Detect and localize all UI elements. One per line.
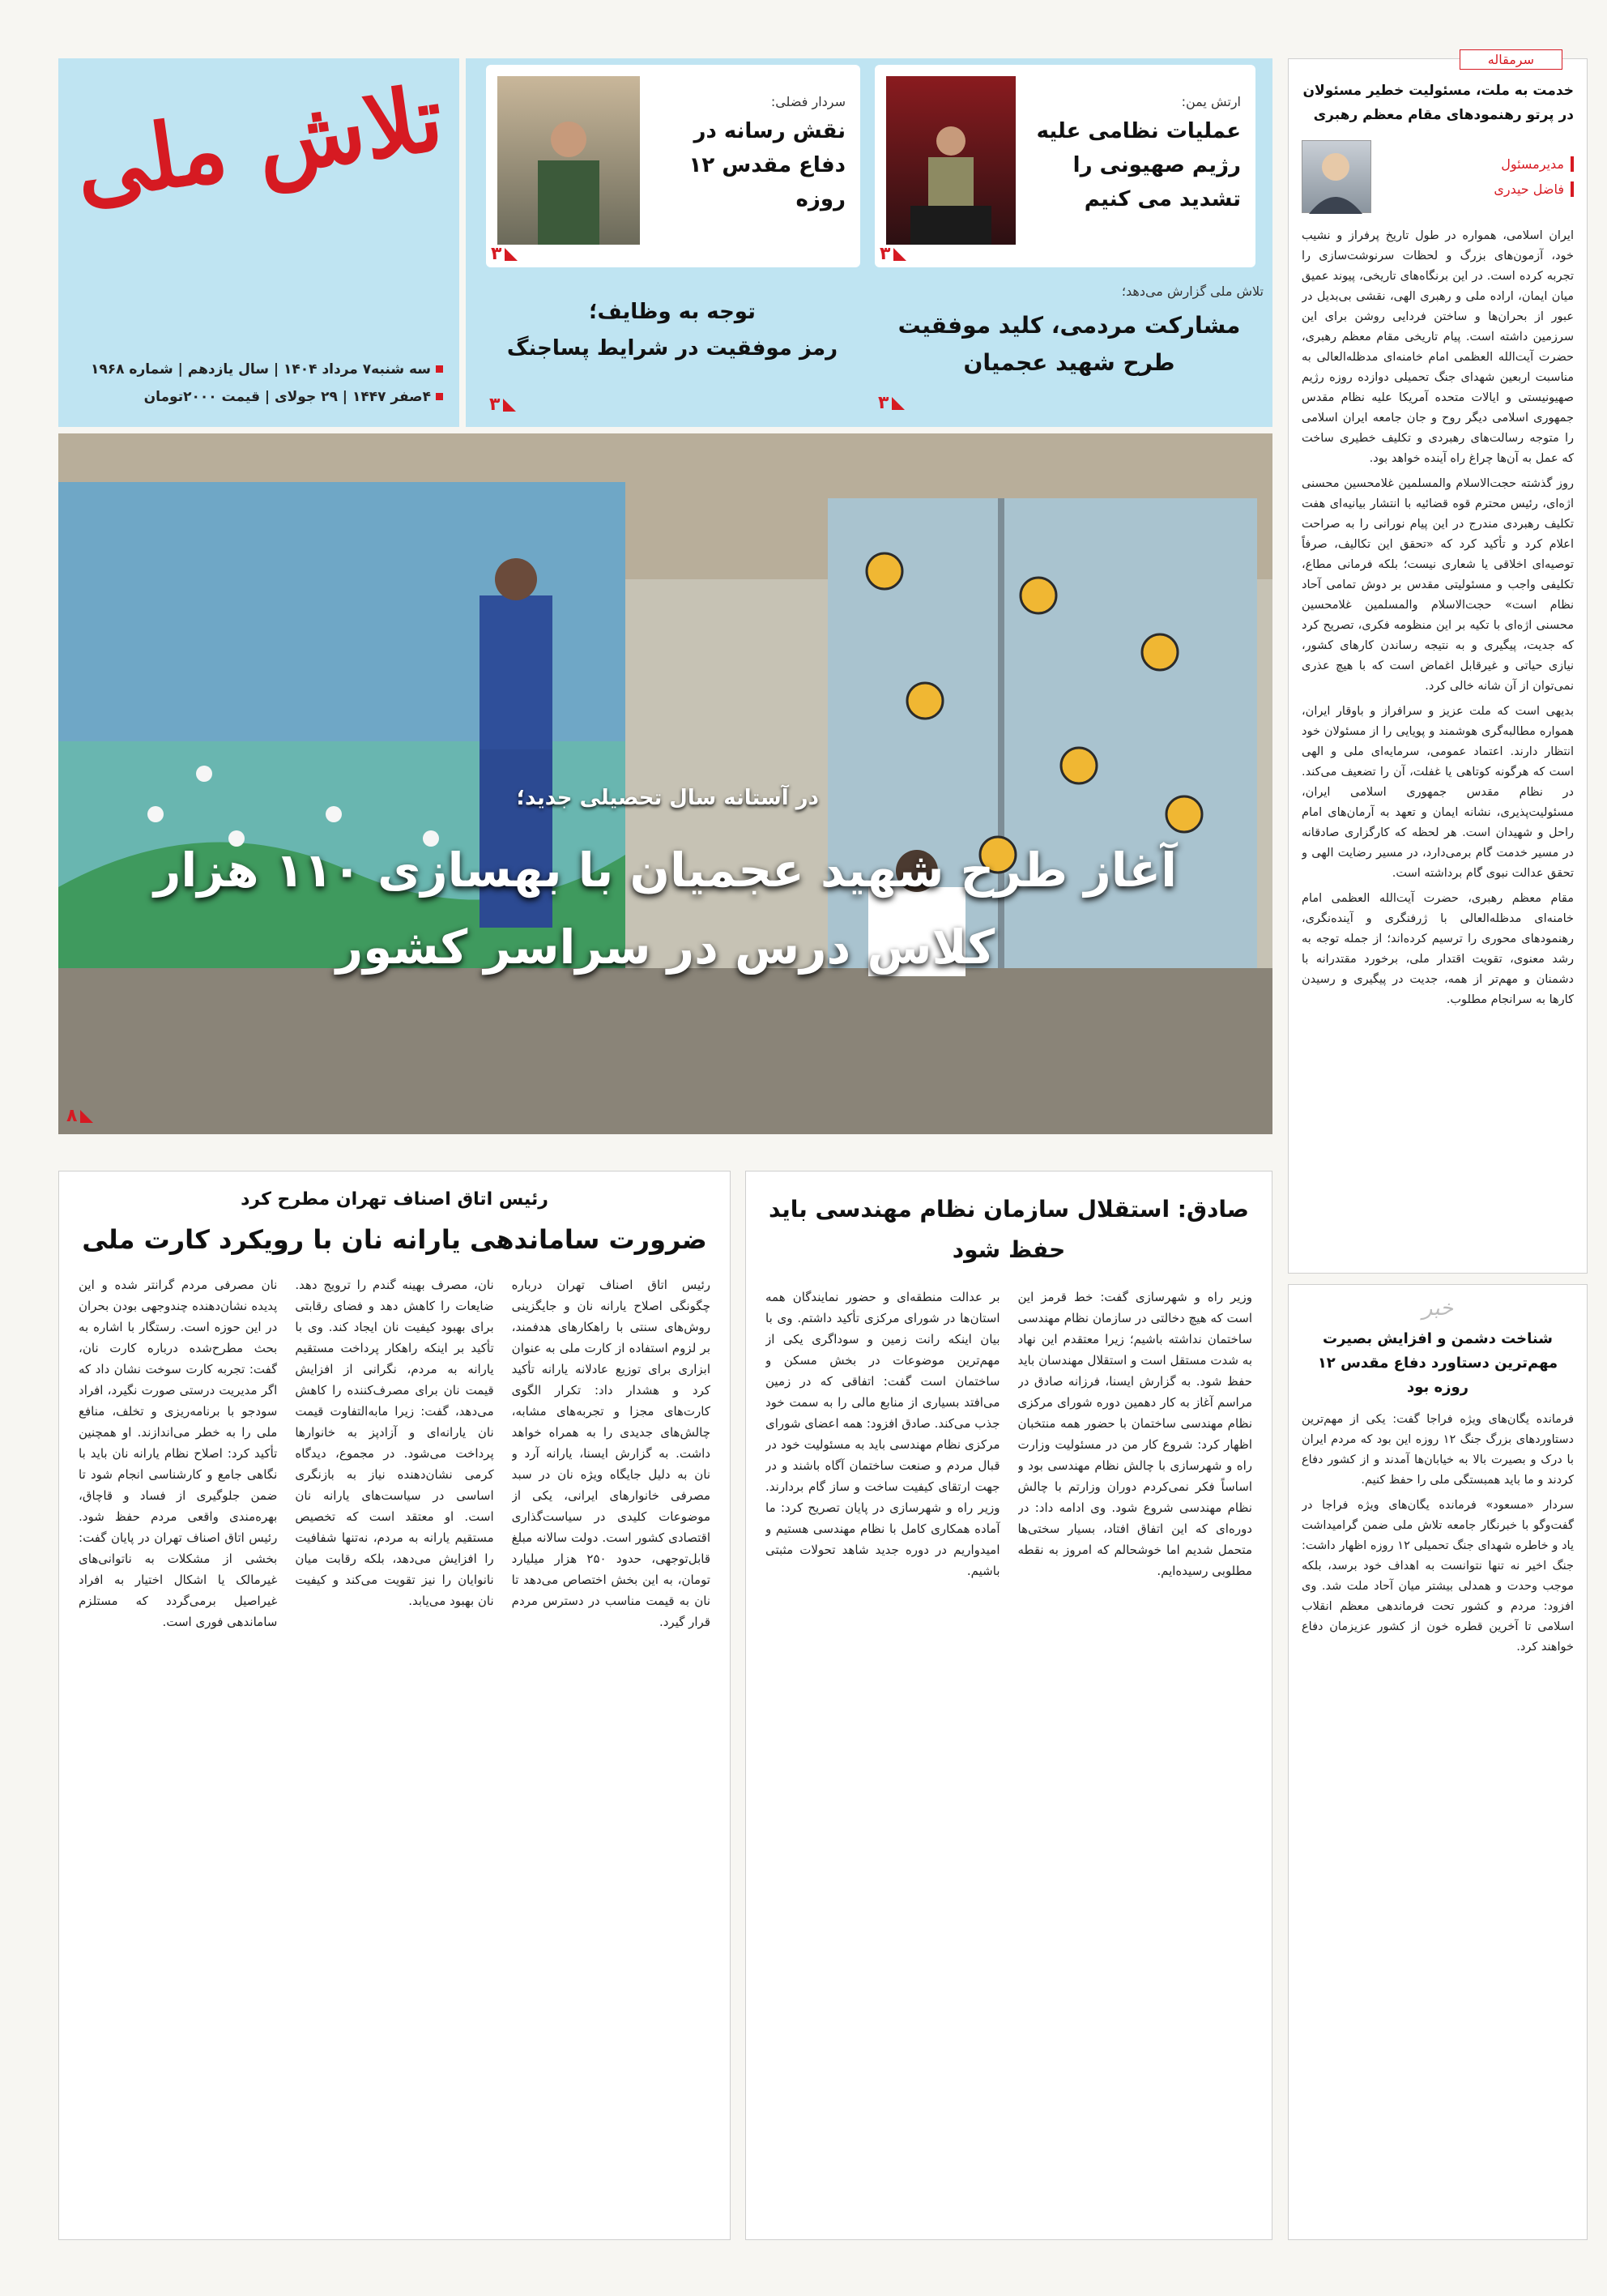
date-line-2: ۴صفر ۱۴۴۷ | ۲۹ جولای | قیمت ۲۰۰۰تومان (75, 383, 443, 411)
speaker-icon (886, 76, 1016, 245)
article-title: ضرورت ساماندهی یارانه نان با رویکرد کارت ملی (82, 1224, 707, 1255)
article-column: نان مصرفی مردم گرانتر شده و این پدیده نشان‌دهنده چندوجهی بودن بحران در این حوزه است. رستگار با اشاره به بحث مطرح‌شده درباره کارت نان، گفت: تجربه کارت سوخت نشان داد که اگر مدیریت درستی صورت نگیرد، افراد سودجو با برنامه‌ریزی و تخلف، منافع ملی را به خطر می‌اندازند. او همچنین تأکید کرد: اصلاح نظام یارانه نان باید با نگاهی جامع و کارشناسی انجام شود تا ضمن جلوگیری از فساد و قاچاق، بهره‌مندی واقعی مردم حفظ شود. رئیس اتاق اصناف تهران در پایان گفت: بخشی از مشکلات به ناتوانی‌های غیرمالک یا اشکال اختیار به افراد غیراصیل برمی‌گردد که مستلزم ساماندهی فوری است. (79, 1278, 278, 1629)
editorial-paragraph: بدیهی است که ملت عزیز و سرافراز و باوقار ایران، همواره مطالبه‌گری هوشمند و پویایی را از مسئولان خود انتظار دارند. اعتماد عمومی، سرمایه‌ای ملی و الهی است که هرگونه کوتاهی یا غفلت، آن را تضعیف می‌کند. در نظام مقدس جمهوری اسلامی ایران، مسئولیت‌پذیری، نشانه ایمان و تعهد به آرمان‌های امام راحل و شهیدان است. هر لحظه که کارگزاری صادقانه در مسیر خدمت گام برمی‌دارد، در مسیر رضایت الهی و تحقق عدالت نبوی گام برداشته است. (1302, 705, 1574, 880)
teaser-photo (886, 76, 1016, 245)
editorial-tag: سرمقاله (1460, 49, 1562, 70)
article-column: رئیس اتاق اصناف تهران درباره چگونگی اصلاح یارانه نان و جایگزینی روش‌های سنتی با راهکارهای هدفمند، بر لزوم استفاده از کارت ملی به عنوان ابزاری برای توزیع عادلانه یارانه تأکید کرد و هشدار داد: تکرار الگوی کارت‌های مجزا و تجربه‌های مشابه، چالش‌های جدیدی را به همراه خواهد داشت. به گزارش ایسنا، یارانه آرد و نان به دلیل جایگاه ویژه نان در سبد مصرفی خانوارهای ایرانی، یکی از موضوعات کلیدی در سیاست‌گذاری اقتصادی کشور است. دولت سالانه مبلغ قابل‌توجهی، حدود ۲۵۰ هزار میلیارد تومان، به این بخش اختصاص می‌دهد تا نان به قیمت مناسب در دسترس مردم قرار گیرد. (511, 1278, 710, 1629)
page-ref: ۳ (880, 244, 906, 264)
article-column: وزیر راه و شهرسازی گفت: خط قرمز این است که هیچ دخالتی در سازمان نظام مهندسی ساختمان نداشته باشیم؛ زیرا معتقدم این نهاد به شدت مستقل است و استقلال مهندسان باید حفظ شود. به گزارش ایسنا، فرزانه صادق در مراسم آغاز به کار دهمین دوره شورای مرکزی نظام مهندسی ساختمان با حضور همه منتخبان اظهار کرد: شروع کار من در مسئولیت وزارت راه و شهرسازی با چالش نظام مهندسی بود و اساساً فکر نمی‌کردم دوران وزارتم با چالش نظام مهندسی شروع شود. وی ادامه داد: در دوره‌ای که این اتفاق افتاد، بسیار سختی‌ها متحمل شدیم اما خوشحالم که امروز به نقطه مطلوبی رسیده‌ایم. (1017, 1290, 1252, 1578)
author-block (1302, 140, 1574, 213)
date-line-1: سه شنبه۷ مرداد ۱۴۰۴ | سال یازدهم | شماره ۱۹۶۸ (75, 356, 443, 383)
teaser-title: عملیات نظامی علیه رژیم صهیونی را تشدید می کنیم (1036, 119, 1241, 211)
article-title: صادق: استقلال سازمان نظام مهندسی باید حفظ شود (769, 1196, 1249, 1263)
author-info (1494, 156, 1574, 197)
logo: تلاش ملی (68, 65, 450, 221)
teaser-kicker: سردار فضلی: (770, 94, 846, 109)
article-engineering (745, 1171, 1272, 2240)
teaser-fazli[interactable] (486, 65, 860, 267)
teaser-yemen[interactable] (875, 65, 1255, 267)
lead-photo (58, 433, 1272, 1134)
editorial-paragraph: ایران اسلامی، همواره در طول تاریخ پرفراز و نشیب خود، آزمون‌های بزرگ و لحظات سرنوشت‌سازی را تجربه کرده است. در این برنگاه‌های تاریخی، پیوند عمیق میان ایمان، اراده ملی و رهبری الهی، نقشی بی‌بدیل در عبور از بحران‌ها و ساختن فردایی روشن برای این سرزمین داشته است. پیام تاریخی مقام معظم رهبری، حضرت آیت‌الله العظمی امام خامنه‌ای مدظله‌العالی به مناسبت اربعین شهدای جنگ تحمیلی دوازده روزه رژیم صهیونیستی و ایالات متحده آمریکا علیه نظام مقدس جمهوری اسلامی دیگر روح و جان جامعه ایران اسلامی را متوجه رسالت‌های رهبردی و تکلیف خطیری ساخت که عمل به آن‌ها چراغ راه آینده خواهد بود. (1302, 229, 1574, 465)
teaser-kicker: توجه به وظایف؛ (589, 300, 756, 324)
teaser-kicker: ارتش یمن: (1181, 94, 1241, 109)
news-paragraph: فرمانده یگان‌های ویژه فراجا گفت: یکی از مهم‌ترین دستاوردهای بزرگ جنگ ۱۲ روزه این بود که مردم ایران با درک و بصیرت بالا به خیابان‌ها آمدند و از کشور دفاع کردند و ما باید همبستگی ملی را حفظ کنیم. (1302, 1413, 1574, 1487)
teaser-title: مشارکت مردمی، کلید موفقیت طرح شهید عجمیان (897, 312, 1241, 376)
teaser-title: رمز موفقیت در شرایط پساجنگ (506, 336, 838, 361)
editorial-title: خدمت به ملت، مسئولیت خطیر مسئولان در پرتو رهنمودهای مقام معظم رهبری (1302, 83, 1574, 123)
page-ref: ۳ (491, 244, 518, 264)
editorial-paragraph: مقام معظم رهبری، حضرت آیت‌الله العظمی امام خامنه‌ای مدظله‌العالی با ژرفنگری و آینده‌نگری، رهنمودهای محوری را ترسیم کرده‌اند؛ از جمله توجه به رشد معنوی، تقویت اقتدار ملی، برخورد مقتدرانه با دشمنان و مهم‌تر از همه، جدیت در پیگیری و رسیدن کارها به سرانجام مطلوب. (1302, 892, 1574, 1006)
teaser-title: نقش رسانه در دفاع مقدس ۱۲ روزه (688, 119, 846, 211)
news-paragraph: سردار «مسعود» فرمانده یگان‌های ویژه فراجا در گفت‌وگو با خبرنگار جامعه تلاش ملی ضمن گرامیداشت یاد و خاطره شهدای جنگ تحمیلی ۱۲ روزه اظهار داشت: جنگ اخیر نه تنها نتوانست به اهداف خود برسد، بلکه موجب وحدت و همدلی بیشتر میان آحاد ملت شد. وی افزود: مردم و کشور تحت فرماندهی معظم انقلاب اسلامی تا آخرین قطره خون از کشور عزیزمان دفاع خواهند کرد. (1302, 1499, 1574, 1654)
page-ref: ۳ (878, 393, 905, 413)
lead-kicker: در آستانه سال تحصیلی جدید؛ (516, 786, 819, 810)
author-photo (1302, 140, 1371, 213)
article-kicker: رئیس اتاق اصناف تهران مطرح کرد (241, 1189, 548, 1210)
editorial-paragraph: روز گذشته حجت‌الاسلام والمسلمین غلامحسین محسنی اژه‌ای، رئیس محترم قوه قضائیه با انتشار بیانیه‌ای هفت تکلیف رهبردی مندرج در این پیام نورانی را به صراحت اعلام کرد و تأکید کرد که «تحقق این تکالیف، صرفاً توصیه‌ای اخلاقی یا شعاری نیست؛ بلکه فرمانی مطاع، تکلیفی واجب و مسئولیتی مقدس بر دوش تمامی آحاد نظام است» حجت‌الاسلام والمسلمین غلامحسین محسنی اژه‌ای با تکیه بر این منظومه فکری، تصریح کرد که جدیت، پیگیری و به نتیجه رساندن کارهای کشور، نیازی حیاتی و غیرقابل اغماض است که با هیچ عذری نمی‌توان از آن شانه خالی کرد. (1302, 477, 1574, 693)
lead-title-1: آغاز طرح شهید عجمیان با بهسازی ۱۱۰ هزار (153, 843, 1178, 898)
article-column: نان، مصرف بهینه گندم را ترویج دهد. ضایعات را کاهش دهد و فضای رقابتی برای بهبود کیفیت نان ایجاد کند. وی با تأکید بر اینکه راهکار پرداخت مستقیم یارانه به مردم، نگرانی از افزایش قیمت نان برای مصرف‌کننده را کاهش می‌دهد، گفت: زیرا مابه‌التفاوت قیمت نان یارانه‌ای و آزادپز به خانوارها پرداخت می‌شود. در مجموع، دیدگاه کرمی نشان‌دهنده نیاز به بازنگری اساسی در سیاست‌های یارانه نان است. او معتقد است که تخصیص مستقیم یارانه به مردم، نه‌تنها شفافیت را افزایش می‌دهد، بلکه رقابت میان نانوایان را نیز تقویت می‌کند و کیفیت نان بهبود می‌یابد. (295, 1278, 494, 1608)
page-ref: ۳ (489, 395, 516, 415)
teaser-kicker: تلاش ملی گزارش می‌دهد؛ (1121, 284, 1264, 299)
author-name: فاضل حیدری (1494, 181, 1574, 197)
lead-title-2: کلاس درس در سراسر کشور (335, 920, 995, 975)
page-ref: ۸ (66, 1106, 93, 1126)
teaser-photo (497, 76, 640, 245)
masthead (58, 58, 459, 427)
painted-wall-illustration (58, 433, 1272, 1134)
author-role: مدیرمسئول (1494, 156, 1574, 172)
news-tag: خبر (1422, 1296, 1454, 1321)
editorial-box (1288, 52, 1588, 1274)
article-bread (58, 1171, 731, 2240)
person-icon (1301, 141, 1370, 214)
article-column: بر عدالت منطقه‌ای و حضور نمایندگان همه استان‌ها در شورای مرکزی تأکید داشتم. وی با بیان اینکه رانت زمین و سوداگری یکی از مهم‌ترین موضوعات در بخش مسکن و ساختمان است گفت: اتفاقی که در زمین می‌افتد بسیاری از منابع مالی را به سمت خود جذب می‌کند. صادق افزود: همه اعضای شورای مرکزی نظام مهندسی باید به مسئولیت خود در قبال مردم و صنعت ساختمان آگاه باشند و در جهت ارتقای کیفیت ساخت و ساز گام بردارند. وزیر راه و شهرسازی در پایان تصریح کرد: ما آماده همکاری کامل با نظام مهندسی هستیم و امیدواریم در دوره جدید شاهد تحولات مثبتی باشیم. (765, 1290, 1000, 1578)
speaker-icon (497, 76, 640, 245)
teaser-ajamian[interactable] (875, 284, 1264, 421)
news-title: شناخت دشمن و افزایش بصیرت مهم‌ترین دستاورد دفاع مقدس ۱۲ روزه بود (1317, 1330, 1558, 1396)
teaser-postwar[interactable] (486, 300, 859, 421)
news-box (1288, 1284, 1588, 2240)
